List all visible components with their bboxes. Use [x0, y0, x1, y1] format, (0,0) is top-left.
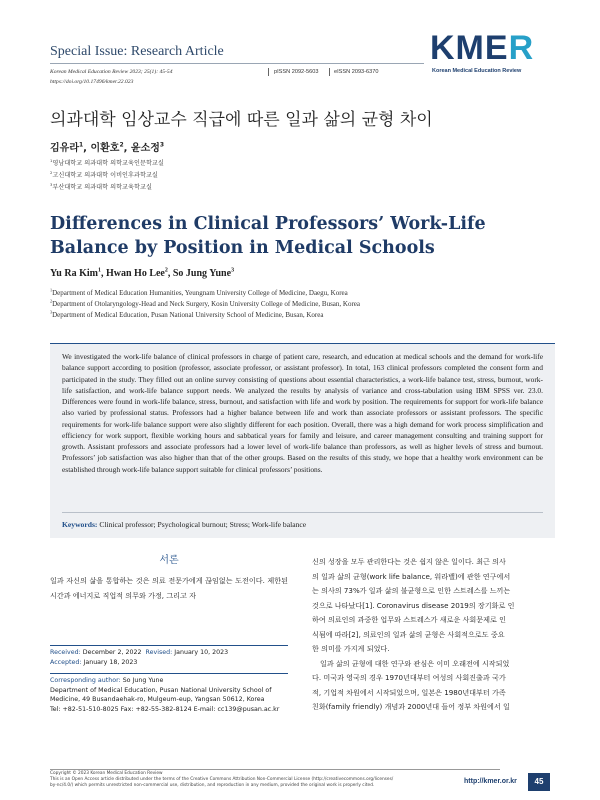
- affil-text: Department of Medical Education Humanities, Yeungnam University College of Medicine, Daegu, Korea: [52, 289, 348, 297]
- corr-dept: Department of Medical Education, Pusan National University School of: [50, 686, 272, 694]
- author-sup: 3: [159, 141, 165, 149]
- english-authors: Yu Ra Kim$^1$, Hwan Ho Lee$^2$, So Jung Yune$^3$: [50, 267, 235, 279]
- abstract-text: We investigated the work-life balance of clinical professors in charge of patient care, research, and education at medical schools and the demand for work-life balance support according to position (professor, associate professor, or assistant professor). In total, 163 clinical professors completed the consent form and participated in the study. They filled out an online survey consisting of questions about essential characteristics, a work-life balance test, stress, burnout, work-life satisfaction, and work-life balance support needs. We analyzed the results by analysis of variance and cross-tabulation using IBM SPSS ver. 23.0. Differences were found in work-life balance, stress, burnout, and satisfaction with life and work by position. The requirements for support for work-life balance also varied by professional status. Professors had a higher balance between life and work than associate professors or assistant professors. The specific requirements for work-life balance support were also slightly different for each position. Overall, there was a high demand for work process simplification and efficiency for work support, flexible working hours and sabbatical years for family and leisure, and career management consulting and training support for growth. Assistant professors and associate professors had a lower level of work-life balance than professors, as well as higher levels of stress and burnout. Professors’ job satisfaction was also higher than that of the other groups. Based on the results of this study, we hope that a healthy work environment can be established through work-life balance support suitable for clinical professors’ positions.: [62, 352, 543, 474]
- license-line: by-nc/4.0/) which permits unrestricted non-commercial use, distribution, and reproduction in any medium, provided the original work is properly cited.: [50, 783, 375, 789]
- keywords-text: Clinical professor; Psychological burnout; Stress; Work-life balance: [99, 520, 307, 529]
- author-sup: 1: [78, 141, 84, 149]
- keywords-label: Keywords:: [62, 520, 98, 529]
- received-date: December 2, 2022: [82, 649, 142, 656]
- body-line: 다. 미국과 영국의 경우 1970년대부터 여성의 사회진출과 국가: [312, 673, 506, 682]
- body-line: 적, 기업적 차원에서 시작되었으며, 일본은 1980년대부터 가족: [312, 687, 506, 697]
- article-info-rule: [50, 645, 288, 646]
- author-sup: 3: [231, 267, 235, 274]
- author-name: So Jung Yune: [172, 268, 232, 279]
- body-line: 친화(family friendly) 개념과 2000년대 들어 정부 차원에서 일: [312, 702, 510, 711]
- section-heading-introduction: 서론: [159, 555, 179, 566]
- author-name: Yu Ra Kim: [50, 268, 98, 279]
- body-text-left: 일과 자신의 삶을 통합하는 것은 의료 전문가에게 끊임없는 도전이다. 제한된 시간과 에너지로 직업적 의무와 가정, 그리고 자: [50, 576, 288, 600]
- affil-sup: 2: [50, 170, 53, 175]
- author-sup: 2: [119, 141, 124, 149]
- accepted-date: January 18, 2023: [83, 658, 138, 666]
- affil-text: Department of Otolaryngology-Head and Neck Surgery, Kosin University College of Medicine, Busan, Korea: [52, 300, 361, 308]
- revised-date: January 10, 2023: [174, 649, 229, 656]
- author-name: Hwan Ho Lee: [105, 268, 165, 279]
- body-text-right: [312, 555, 555, 715]
- korean-affiliation: [50, 170, 158, 179]
- logo-letter-accent: R: [508, 29, 535, 67]
- special-issue-label: Special Issue: Research Article: [50, 44, 224, 59]
- revised-label: Revised:: [145, 649, 173, 656]
- affil-sup: 3: [50, 182, 53, 187]
- eissn: eISSN 2093-6370: [334, 69, 379, 75]
- body-line: 는 의사의 73%가 일과 삶의 불균형으로 인한 스트레스를 느끼는: [312, 586, 511, 595]
- affil-text: 영남대학교 의과대학 의학교육인문학교실: [52, 160, 164, 167]
- abstract-box: [50, 343, 555, 538]
- body-line: 한 의미를 가지게 되었다.: [312, 644, 390, 653]
- journal-citation: Korean Medical Education Review 2023; 25(1): 45-54: [50, 69, 173, 75]
- corr-contact: Tel: +82-51-510-8025 Fax: +82-55-382-8124 E-mail: cc139@pusan.ac.kr: [50, 705, 280, 713]
- english-affiliation: [50, 300, 360, 308]
- author-name: 윤소정: [130, 143, 160, 154]
- logo-subtitle: Korean Medical Education Review: [432, 68, 522, 74]
- body-line: 것으로 나타났다[1]. Coronavirus disease 2019의 장기화로 인: [312, 600, 515, 610]
- header-rule: [50, 63, 424, 64]
- korean-title: 의과대학 임상교수 직급에 따른 일과 삶의 균형 차이: [50, 110, 433, 130]
- corr-name: So Jung Yune: [122, 677, 164, 684]
- license-line: This is an Open Access article distributed under the terms of the Creative Commons Attribution Non-Commercial License (http://creativecommons.org/licenses/: [50, 777, 394, 783]
- author-sup: 2: [164, 267, 168, 274]
- keywords: [62, 520, 306, 529]
- page-number: 45: [528, 773, 550, 791]
- corr-label: Corresponding author:: [50, 677, 121, 684]
- body-line: 식됨에 따라[2], 의료인의 일과 삶의 균형은 사회적으로도 중요: [312, 629, 505, 639]
- affil-sup: 1: [50, 287, 53, 293]
- article-dates: [50, 648, 290, 667]
- issn-divider: [268, 68, 269, 76]
- received-label: Received:: [50, 649, 81, 656]
- footer-rule: [50, 769, 500, 770]
- journal-site-link[interactable]: http://kmer.or.kr: [464, 778, 517, 785]
- license-footer: [50, 771, 450, 790]
- affil-sup: 2: [50, 298, 53, 304]
- doi-link[interactable]: https://doi.org/10.17496/kmer.22.023: [50, 79, 134, 85]
- affil-text: 고신대학교 의과대학 이비인후과학교실: [52, 172, 158, 179]
- english-affiliation: [50, 311, 323, 319]
- logo-letters: KME: [430, 29, 509, 67]
- article-info-rule: [50, 673, 288, 674]
- author-name: 김유라: [50, 143, 79, 154]
- author-name: 이환호: [90, 143, 120, 154]
- affil-sup: 3: [50, 309, 53, 315]
- affil-sup: 1: [50, 158, 53, 163]
- korean-authors: 김유라$^1$, 이환호$^2$, 윤소정$^3$: [50, 141, 165, 154]
- corresponding-author: [50, 676, 290, 714]
- korean-affiliation: [50, 158, 164, 167]
- english-title: Differences in Clinical Professors’ Work-Life Balance by Position in Medical Schools: [50, 214, 486, 258]
- body-line: 의 일과 삶의 균형(work life balance, 워라밸)에 관한 연구에서: [312, 571, 511, 581]
- affil-text: Department of Medical Education, Pusan National University School of Medicine, Busan, Korea: [52, 311, 324, 319]
- kmer-logo: [430, 30, 555, 80]
- author-sup: 1: [97, 267, 101, 274]
- korean-affiliation: [50, 182, 152, 191]
- affil-text: 부산대학교 의과대학 의학교육학교실: [52, 184, 152, 191]
- issn-divider: [329, 68, 330, 76]
- accepted-label: Accepted:: [50, 658, 82, 666]
- body-line: 일과 삶의 균형에 대한 연구와 관심은 이미 오래전에 시작되었: [320, 658, 510, 668]
- body-line: 신의 성장을 모두 관리한다는 것은 쉽지 않은 일이다. 최근 의사: [312, 557, 506, 566]
- keywords-divider: [62, 512, 543, 513]
- english-affiliation: [50, 289, 348, 297]
- copyright: Copyright © 2023 Korean Medical Education Review: [50, 771, 163, 776]
- pissn: pISSN 2092-5603: [274, 69, 319, 75]
- body-line: 하여 의료인의 과중한 업무와 스트레스가 새로운 사회문제로 인: [312, 615, 506, 624]
- corr-address: Medicine, 49 Busandaehak-ro, Mulgeum-eup, Yangsan 50612, Korea: [50, 696, 265, 704]
